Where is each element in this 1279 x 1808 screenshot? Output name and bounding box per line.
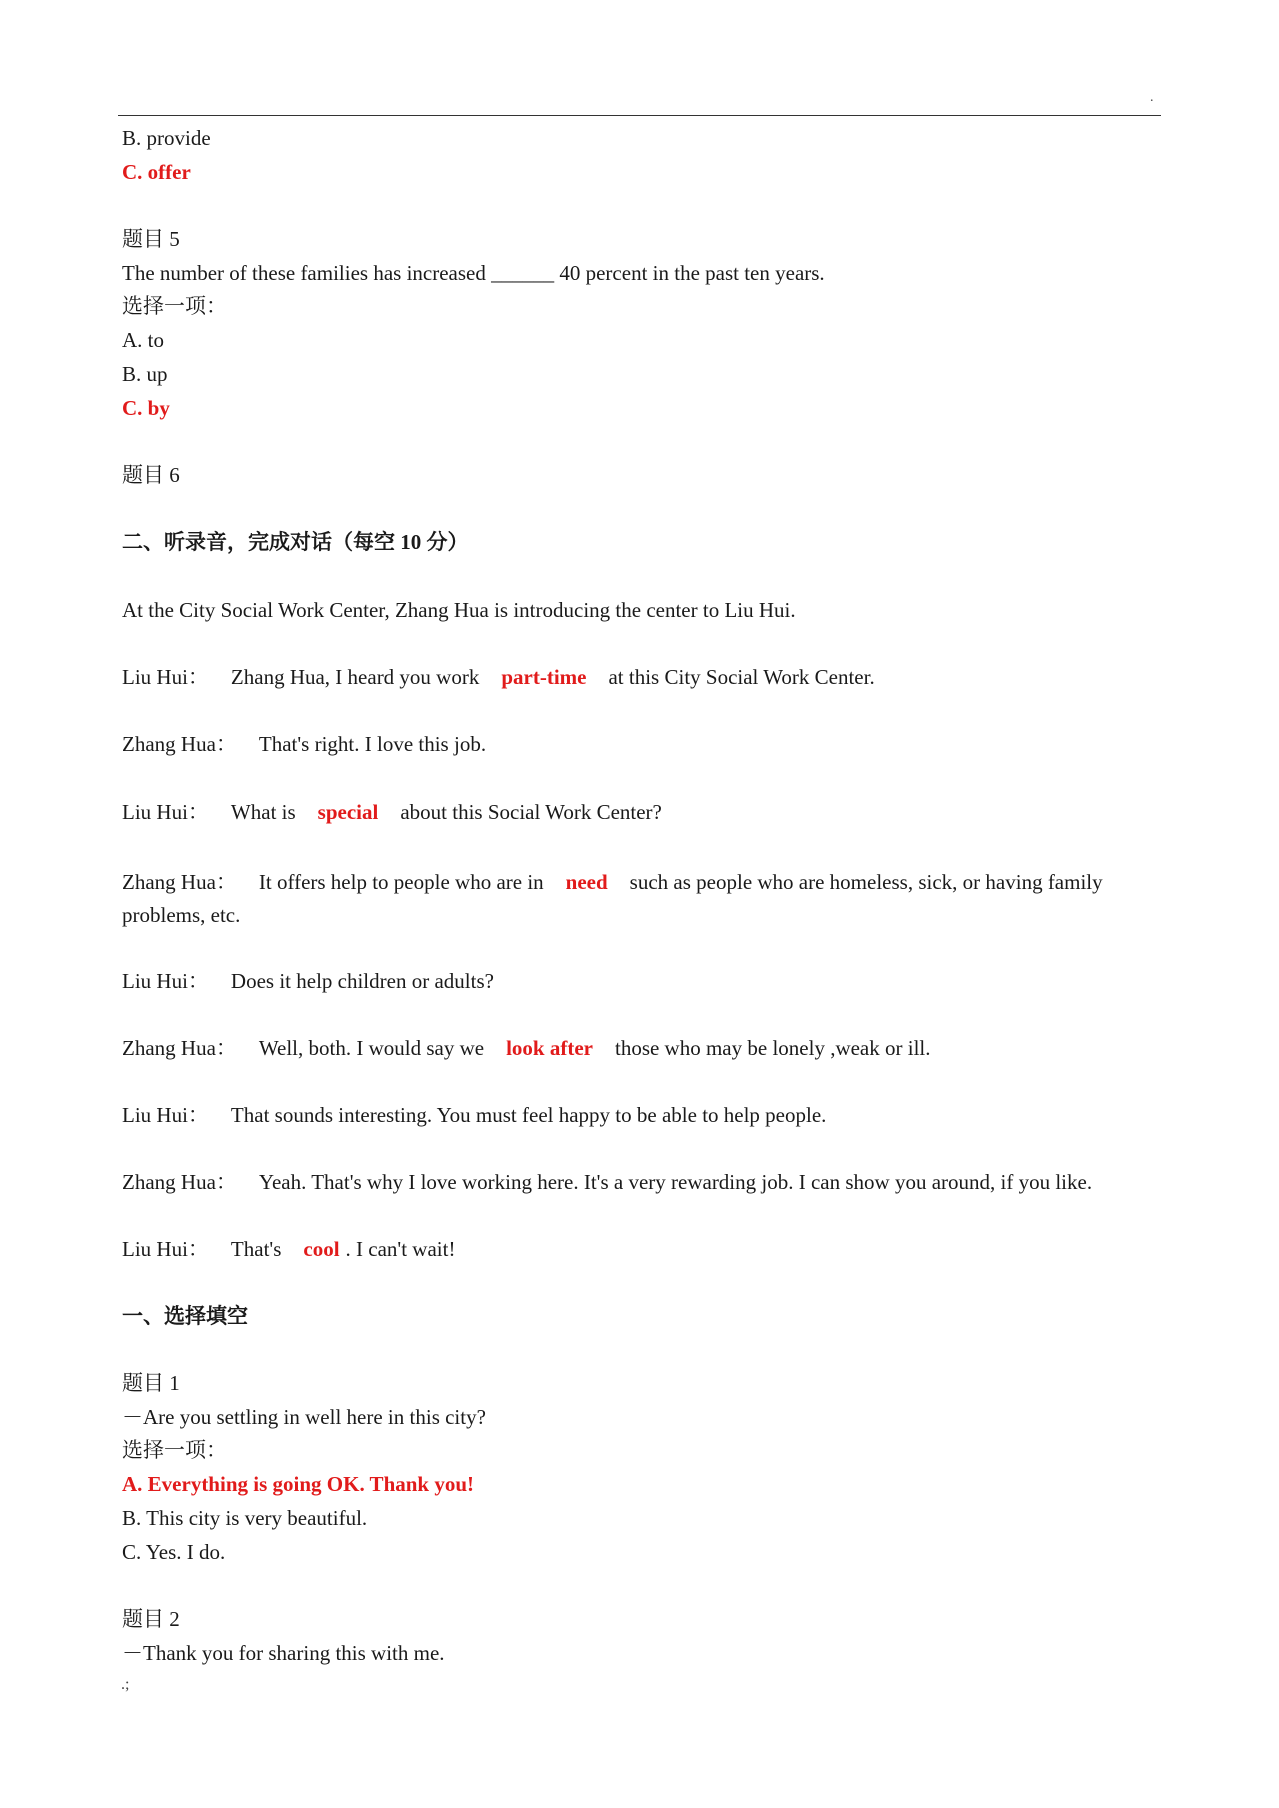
q4-option-b: B. provide xyxy=(122,126,211,150)
q6-title: 题目 6 xyxy=(122,463,180,487)
dialogue-speaker: Zhang Hua： xyxy=(122,732,237,756)
s1-q1-option-c: C. Yes. I do. xyxy=(122,1540,226,1564)
dialogue-text-before: Zhang Hua, I heard you work xyxy=(230,665,480,689)
s1-q1-stem: －Are you settling in well here in this city? xyxy=(122,1405,486,1429)
dialogue-line xyxy=(122,1034,931,1062)
dialogue-text-before: Does it help children or adults? xyxy=(230,969,494,993)
dialogue-text-after: at this City Social Work Center. xyxy=(608,665,875,689)
dialogue-blank-answer: special xyxy=(317,800,379,824)
section2-heading: 二、听录音，完成对话（每空 10 分） xyxy=(122,530,469,554)
dialogue-line xyxy=(122,1168,1092,1196)
section1-heading: 一、选择填空 xyxy=(122,1304,248,1328)
dialogue-text-before: Well, both. I would say we xyxy=(258,1036,485,1060)
dialogue-line xyxy=(122,1235,455,1263)
q5-option-b: B. up xyxy=(122,362,168,386)
dialogue-text-after: about this Social Work Center? xyxy=(400,800,662,824)
dialogue-line xyxy=(122,967,494,995)
dialogue-line xyxy=(122,1101,826,1129)
dialogue-speaker: Zhang Hua： xyxy=(122,870,237,894)
s1-q1-option-a-answer: A. Everything is going OK. Thank you! xyxy=(122,1472,475,1496)
header-divider xyxy=(118,115,1161,116)
dialogue-speaker: Liu Hui： xyxy=(122,969,209,993)
section2-intro: At the City Social Work Center, Zhang Hua is introducing the center to Liu Hui. xyxy=(122,598,796,622)
dialogue-speaker: Liu Hui： xyxy=(122,1103,209,1127)
dialogue-speaker: Zhang Hua： xyxy=(122,1036,237,1060)
dialogue-speaker: Liu Hui： xyxy=(122,800,209,824)
dialogue-text-before: It offers help to people who are in xyxy=(258,870,544,894)
dialogue-line xyxy=(122,798,662,826)
dialogue-text-before: That sounds interesting. You must feel happy to be able to help people. xyxy=(230,1103,827,1127)
dialogue-speaker: Liu Hui： xyxy=(122,1237,209,1261)
dialogue-text-before: What is xyxy=(230,800,296,824)
q5-title: 题目 5 xyxy=(122,227,180,251)
s1-q2-title: 题目 2 xyxy=(122,1607,180,1631)
dialogue-speaker: Liu Hui： xyxy=(122,665,209,689)
q4-option-c-answer: C. offer xyxy=(122,160,191,184)
dialogue-line xyxy=(122,866,1167,932)
dialogue-blank-answer: need xyxy=(565,870,608,894)
dialogue-blank-answer: part-time xyxy=(501,665,587,689)
s1-q1-title: 题目 1 xyxy=(122,1371,180,1395)
dialogue-text-before: Yeah. That's why I love working here. It's a very rewarding job. I can show you around, if you like. xyxy=(258,1170,1093,1194)
dialogue-text-after: those who may be lonely ,weak or ill. xyxy=(614,1036,931,1060)
q5-option-a: A. to xyxy=(122,328,164,352)
s1-q1-prompt: 选择一项： xyxy=(122,1438,227,1462)
q5-option-c-answer: C. by xyxy=(122,396,170,420)
q5-stem: The number of these families has increased ______ 40 percent in the past ten years. xyxy=(122,261,825,285)
dialogue-speaker: Zhang Hua： xyxy=(122,1170,237,1194)
s1-q2-stem: －Thank you for sharing this with me. xyxy=(122,1641,445,1665)
dialogue-line xyxy=(122,730,486,758)
dialogue-blank-answer: look after xyxy=(506,1036,593,1060)
header-mark: . xyxy=(1150,90,1154,105)
dialogue-text-before: That's right. I love this job. xyxy=(258,732,487,756)
dialogue-text-after: such as people who are homeless, sick, or having family problems, etc. xyxy=(122,870,1103,927)
q5-prompt: 选择一项： xyxy=(122,294,227,318)
dialogue-blank-answer: cool xyxy=(303,1237,340,1261)
s1-q1-option-b: B. This city is very beautiful. xyxy=(122,1506,368,1530)
dialogue-line xyxy=(122,663,875,691)
dialogue-text-after: . I can't wait! xyxy=(345,1237,456,1261)
dialogue-text-before: That's xyxy=(230,1237,282,1261)
footer-mark: .; xyxy=(121,1676,130,1693)
